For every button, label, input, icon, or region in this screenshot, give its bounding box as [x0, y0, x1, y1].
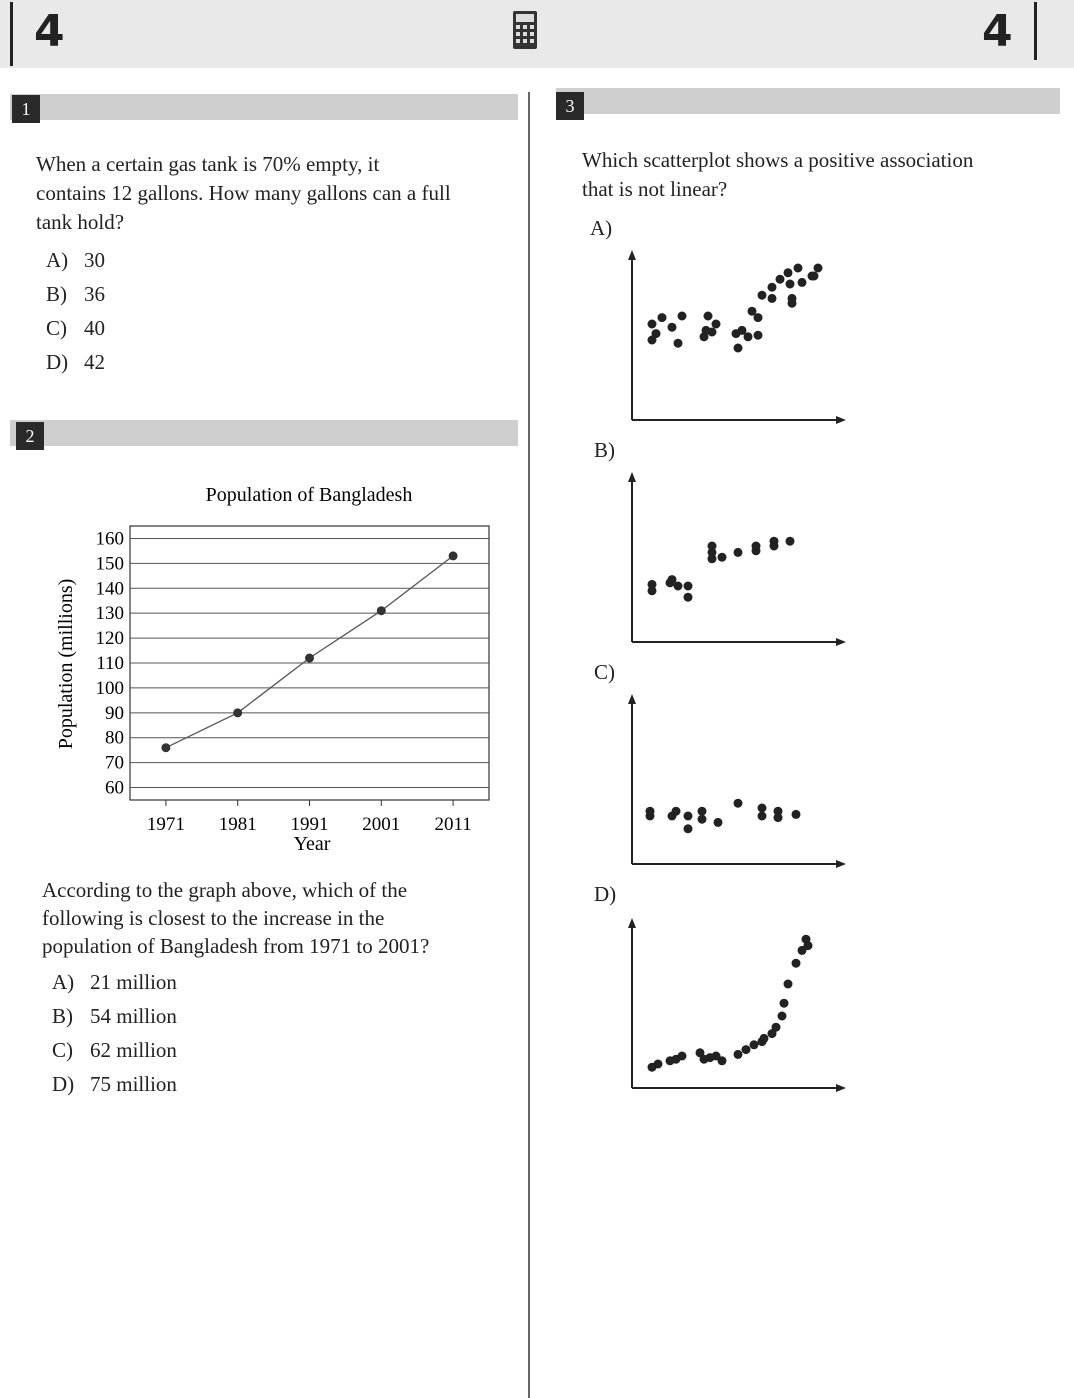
scatter-point: [788, 294, 797, 303]
chart-title: Population of Bangladesh: [205, 484, 413, 506]
q2-choice-b[interactable]: [52, 1004, 177, 1029]
choice-letter: C): [46, 316, 67, 340]
scatter-point: [798, 278, 807, 287]
scatter-point: [810, 272, 819, 281]
scatter-point: [770, 537, 779, 546]
scatter-point: [646, 807, 655, 816]
q1-header-bar: [10, 94, 518, 120]
choice-text: 62 million: [90, 1038, 177, 1062]
q1-choice-d[interactable]: [46, 350, 105, 375]
scatter-point: [742, 1045, 751, 1054]
q1-stem-line: When a certain gas tank is 70% empty, it: [36, 152, 380, 176]
y-tick-label: 160: [95, 528, 124, 550]
q3-stem-line: Which scatterplot shows a positive association: [582, 148, 974, 172]
plot-label-d[interactable]: D): [594, 882, 617, 906]
choice-letter: B): [52, 1004, 73, 1028]
x-axis-arrow: [836, 416, 846, 424]
scatterplot-b[interactable]: [618, 468, 848, 650]
data-point: [161, 743, 170, 752]
q2-header-bar: [10, 420, 518, 446]
q2-choice-c[interactable]: [52, 1038, 177, 1063]
scatter-point: [668, 323, 677, 332]
y-tick-label: 140: [95, 578, 124, 600]
scatter-point: [684, 824, 693, 833]
scatter-point: [648, 336, 657, 345]
scatter-point: [654, 1060, 663, 1069]
scatter-point: [674, 582, 683, 591]
scatter-point: [684, 593, 693, 602]
scatterplot-a[interactable]: [618, 246, 848, 428]
y-axis-arrow: [628, 250, 636, 260]
choice-letter: C): [52, 1038, 73, 1062]
scatter-point: [698, 807, 707, 816]
y-tick-label: 130: [95, 603, 124, 625]
choice-text: 75 million: [90, 1072, 177, 1096]
y-axis-arrow: [628, 918, 636, 928]
y-tick-label: 80: [105, 727, 124, 749]
scatter-point: [778, 1012, 787, 1021]
scatter-point: [794, 264, 803, 273]
scatterplot-c[interactable]: [618, 690, 848, 872]
left-bar: [10, 2, 13, 66]
population-line-chart: [40, 474, 510, 864]
scatter-point: [678, 312, 687, 321]
choice-letter: A): [46, 248, 69, 272]
scatter-point: [814, 264, 823, 273]
choice-letter: D): [46, 350, 69, 374]
y-tick-label: 100: [95, 677, 124, 699]
q3-header-bar: [556, 88, 1060, 114]
scatter-point: [714, 818, 723, 827]
scatter-point: [792, 810, 801, 819]
scatter-point: [768, 283, 777, 292]
scatter-point: [750, 1040, 759, 1049]
q1-stem: [36, 150, 451, 237]
q1-choice-c[interactable]: [46, 316, 105, 341]
q2-choice-d[interactable]: [52, 1072, 177, 1097]
scatter-point: [718, 1056, 727, 1065]
scatter-point: [752, 542, 761, 551]
scatter-point: [648, 320, 657, 329]
q3-stem: [582, 146, 973, 204]
choice-letter: A): [52, 970, 75, 994]
x-tick-label: 1971: [146, 814, 185, 835]
y-axis-arrow: [628, 694, 636, 704]
choice-text: 40: [84, 316, 105, 340]
scatter-point: [758, 812, 767, 821]
scatter-point: [734, 799, 743, 808]
scatter-point: [704, 312, 713, 321]
q1-stem-line: contains 12 gallons. How many gallons can a full: [36, 181, 451, 205]
q3-stem-line: that is not linear?: [582, 177, 728, 201]
q2-stem-line: following is closest to the increase in the: [42, 906, 385, 930]
scatter-point: [678, 1052, 687, 1061]
scatter-point: [758, 291, 767, 300]
q1-choice-a[interactable]: [46, 248, 105, 273]
scatter-point: [718, 553, 727, 562]
right-bar: [1034, 2, 1037, 60]
scatter-point: [684, 812, 693, 821]
data-point: [305, 654, 314, 663]
y-axis-arrow: [628, 472, 636, 482]
y-tick-label: 120: [95, 628, 124, 650]
q2-stem: [42, 876, 429, 960]
scatter-point: [734, 344, 743, 353]
q2-number: 2: [16, 422, 44, 450]
x-tick-label: 2011: [434, 814, 472, 835]
x-axis-arrow: [836, 860, 846, 868]
q3-number: 3: [556, 92, 584, 120]
scatter-point: [708, 542, 717, 551]
plot-label-c[interactable]: C): [594, 660, 615, 684]
q2-stem-line: According to the graph above, which of the: [42, 878, 408, 902]
plot-label-b[interactable]: B): [594, 438, 615, 462]
q1-stem-line: tank hold?: [36, 210, 125, 234]
scatter-point: [712, 320, 721, 329]
scatter-point: [658, 313, 667, 322]
plot-label-a[interactable]: A): [590, 216, 613, 240]
scatter-point: [760, 1034, 769, 1043]
scatter-point: [784, 980, 793, 989]
scatter-point: [684, 582, 693, 591]
scatter-point: [792, 959, 801, 968]
page-number-right: 4: [982, 6, 1013, 57]
y-tick-label: 70: [105, 752, 124, 774]
x-axis-arrow: [836, 638, 846, 646]
y-tick-label: 60: [105, 777, 124, 799]
y-tick-label: 90: [105, 702, 124, 724]
choice-text: 42: [84, 350, 105, 374]
x-axis-label: Year: [293, 833, 331, 855]
scatter-point: [768, 294, 777, 303]
scatter-point: [776, 275, 785, 284]
scatter-point: [754, 313, 763, 322]
scatter-point: [672, 807, 681, 816]
data-point: [233, 708, 242, 717]
scatter-point: [786, 280, 795, 289]
scatter-point: [772, 1023, 781, 1032]
scatter-point: [698, 815, 707, 824]
x-tick-label: 1991: [290, 814, 329, 835]
calculator-icon: [512, 10, 538, 50]
x-axis-arrow: [836, 1084, 846, 1092]
choice-letter: D): [52, 1072, 75, 1096]
x-tick-label: 1981: [218, 814, 257, 835]
choice-text: 30: [84, 248, 105, 272]
scatter-point: [786, 537, 795, 546]
scatter-point: [674, 339, 683, 348]
scatterplot-d[interactable]: [618, 914, 848, 1096]
scatter-point: [734, 1050, 743, 1059]
series-line: [166, 556, 453, 748]
q1-number: 1: [12, 95, 40, 123]
scatter-point: [754, 331, 763, 340]
scatter-point: [780, 999, 789, 1008]
scatter-point: [648, 586, 657, 595]
data-point: [377, 606, 386, 615]
column-divider: [528, 92, 530, 1398]
scatter-point: [784, 268, 793, 277]
y-tick-label: 110: [96, 653, 124, 674]
y-axis-label: Population (millions): [55, 578, 77, 750]
q2-choice-a[interactable]: [52, 970, 177, 995]
scatter-point: [804, 941, 813, 950]
scatter-point: [774, 813, 783, 822]
choice-text: 21 million: [90, 970, 177, 994]
scatter-point: [702, 326, 711, 335]
choice-text: 36: [84, 282, 105, 306]
x-tick-label: 2001: [362, 814, 401, 835]
scatter-point: [734, 548, 743, 557]
y-tick-label: 150: [95, 553, 124, 575]
data-point: [449, 551, 458, 560]
q2-stem-line: population of Bangladesh from 1971 to 2001?: [42, 934, 430, 958]
page-number-left: 4: [34, 6, 65, 57]
q1-choice-b[interactable]: [46, 282, 105, 307]
choice-letter: B): [46, 282, 67, 306]
scatter-point: [758, 804, 767, 813]
choice-text: 54 million: [90, 1004, 177, 1028]
scatter-point: [738, 326, 747, 335]
